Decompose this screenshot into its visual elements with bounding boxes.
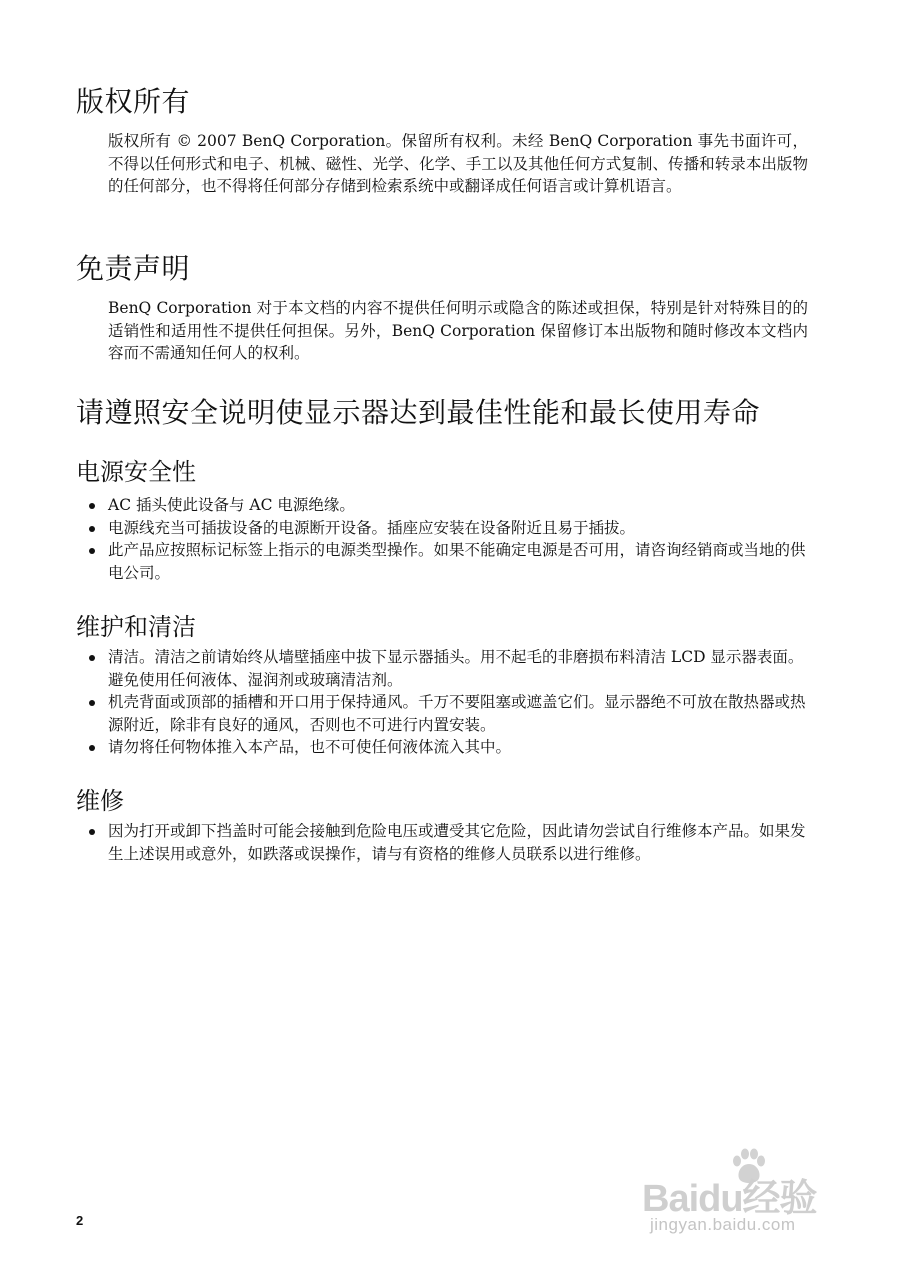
service-list: [108, 820, 808, 865]
service-heading: 维修: [76, 787, 124, 815]
care-cleaning-list: [108, 646, 808, 759]
bullet-icon: [89, 526, 95, 532]
list-item-text: 因为打开或卸下挡盖时可能会接触到危险电压或遭受其它危险，因此请勿尝试自行维修本产品。如果发生上述误用或意外，如跌落或误操作，请与有资格的维修人员联系以进行维修。: [108, 822, 806, 863]
bullet-icon: [89, 548, 95, 554]
list-item-text: 清洁。清洁之前请始终从墙壁插座中拔下显示器插头。用不起毛的非磨损布料清洁 LCD 显示器表面。避免使用任何液体、湿润剂或玻璃清洁剂。: [108, 648, 804, 689]
copyright-heading: 版权所有: [76, 85, 191, 118]
baidu-watermark: [640, 1145, 870, 1240]
bullet-icon: [89, 655, 95, 661]
power-safety-list: [108, 494, 808, 584]
watermark-logo: Baidu经验: [642, 1178, 817, 1220]
watermark-url: jingyan.baidu.com: [650, 1215, 796, 1234]
disclaimer-text: BenQ Corporation 对于本文档的内容不提供任何明示或隐含的陈述或担保，特别是针对特殊目的的适销性和适用性不提供任何担保。另外，BenQ Corporation 保留修订本出版物和随时修改本文档内容而不需通知任何人的权利。: [108, 299, 808, 362]
copyright-text: 版权所有 © 2007 BenQ Corporation。保留所有权利。未经 BenQ Corporation 事先书面许可，不得以任何形式和电子、机械、磁性、光学、化学、手工以及其他任何方式复制、传播和转录本出版物的任何部分，也不得将任何部分存储到检索系统中或翻译成任何语言或计算机语言。: [108, 132, 808, 195]
list-item-text: 机壳背面或顶部的插槽和开口用于保持通风。千万不要阻塞或遮盖它们。显示器绝不可放在散热器或热源附近，除非有良好的通风，否则也不可进行内置安装。: [108, 693, 806, 734]
bullet-icon: [89, 829, 95, 835]
list-item-text: AC 插头使此设备与 AC 电源绝缘。: [108, 496, 355, 514]
page-number: 2: [76, 1213, 84, 1228]
safety-heading: 请遵照安全说明使显示器达到最佳性能和最长使用寿命: [76, 396, 761, 429]
list-item: [108, 691, 808, 736]
bullet-icon: [89, 503, 95, 509]
list-item: [108, 820, 808, 865]
list-item: [108, 517, 808, 540]
list-item-text: 电源线充当可插拔设备的电源断开设备。插座应安装在设备附近且易于插拔。: [108, 518, 636, 537]
list-item: [108, 736, 808, 759]
disclaimer-heading: 免责声明: [76, 252, 191, 285]
list-item: [108, 539, 808, 584]
bullet-icon: [89, 745, 95, 751]
list-item: [108, 646, 808, 691]
bullet-icon: [89, 700, 95, 706]
care-cleaning-heading: 维护和清洁: [76, 613, 196, 641]
list-item: [108, 494, 808, 517]
list-item-text: 此产品应按照标记标签上指示的电源类型操作。如果不能确定电源是否可用，请咨询经销商或当地的供电公司。: [108, 541, 806, 582]
list-item-text: 请勿将任何物体推入本产品，也不可使任何液体流入其中。: [108, 738, 512, 756]
power-safety-heading: 电源安全性: [76, 458, 196, 486]
